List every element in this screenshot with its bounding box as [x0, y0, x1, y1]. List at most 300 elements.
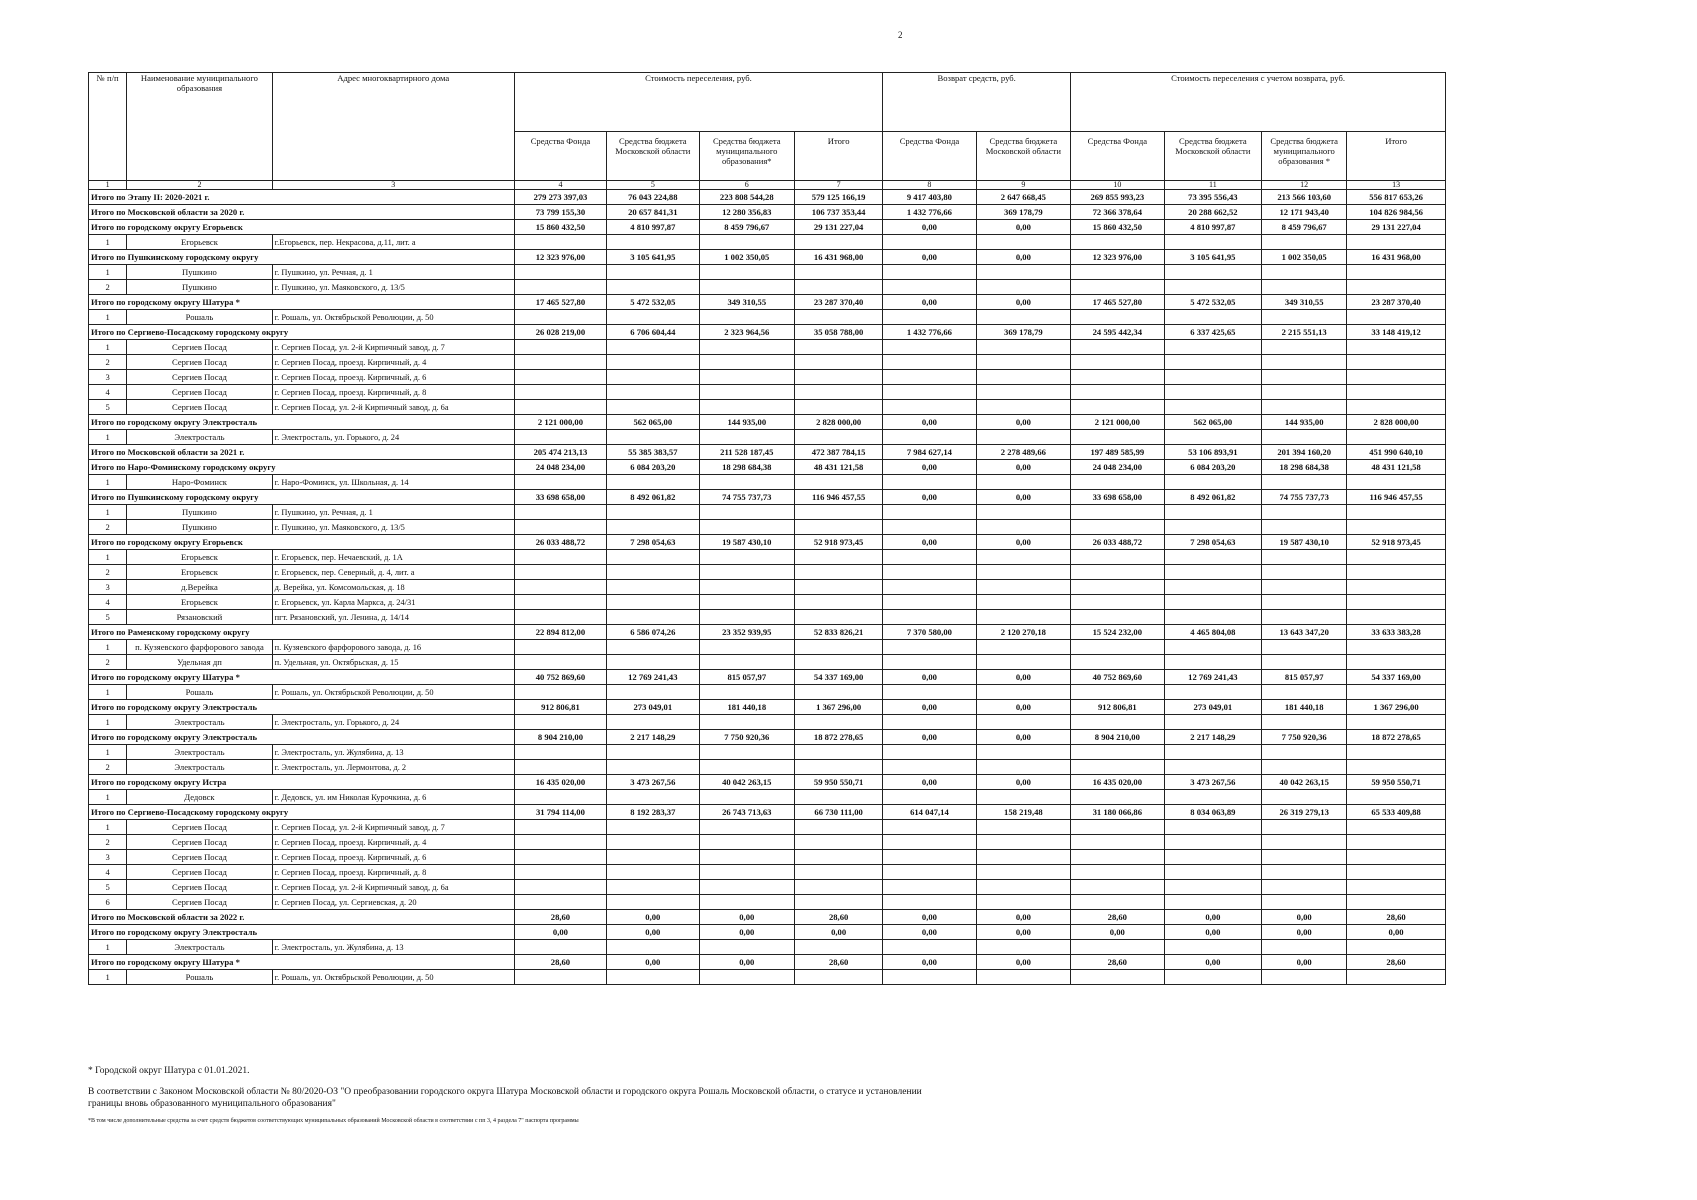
empty-amount-cell — [514, 595, 606, 610]
amount-cell: 54 337 169,00 — [795, 670, 883, 685]
empty-amount-cell — [1262, 400, 1347, 415]
empty-amount-cell — [514, 865, 606, 880]
empty-amount-cell — [699, 655, 795, 670]
row-number: 1 — [89, 790, 127, 805]
house-address: г. Рошаль, ул. Октябрьской Революции, д. 50 — [272, 685, 514, 700]
empty-amount-cell — [795, 685, 883, 700]
amount-cell: 2 647 668,45 — [976, 190, 1070, 205]
empty-amount-cell — [1347, 505, 1446, 520]
municipality-name: Сергиев Посад — [127, 370, 272, 385]
house-row — [89, 340, 1446, 355]
empty-amount-cell — [795, 880, 883, 895]
empty-amount-cell — [976, 595, 1070, 610]
empty-amount-cell — [1164, 820, 1262, 835]
empty-amount-cell — [1262, 310, 1347, 325]
total-label: Итого по Наро-Фоминскому городскому округу — [89, 460, 515, 475]
empty-amount-cell — [699, 565, 795, 580]
empty-amount-cell — [976, 370, 1070, 385]
empty-amount-cell — [1347, 640, 1446, 655]
empty-amount-cell — [514, 475, 606, 490]
empty-amount-cell — [883, 835, 976, 850]
house-address: г. Сергиев Посад, проезд. Кирпичный, д. 4 — [272, 835, 514, 850]
amount-cell: 26 033 488,72 — [514, 535, 606, 550]
empty-amount-cell — [1262, 235, 1347, 250]
empty-amount-cell — [1164, 610, 1262, 625]
empty-amount-cell — [1164, 580, 1262, 595]
empty-amount-cell — [883, 520, 976, 535]
empty-amount-cell — [883, 655, 976, 670]
empty-amount-cell — [1262, 880, 1347, 895]
amount-cell: 579 125 166,19 — [795, 190, 883, 205]
empty-amount-cell — [1347, 355, 1446, 370]
amount-cell: 40 042 263,15 — [1262, 775, 1347, 790]
empty-amount-cell — [1164, 520, 1262, 535]
amount-cell: 8 904 210,00 — [1071, 730, 1164, 745]
empty-amount-cell — [607, 400, 699, 415]
amount-cell: 0,00 — [1262, 910, 1347, 925]
empty-amount-cell — [795, 940, 883, 955]
amount-cell: 9 417 403,80 — [883, 190, 976, 205]
empty-amount-cell — [607, 565, 699, 580]
empty-amount-cell — [607, 655, 699, 670]
amount-cell: 116 946 457,55 — [1347, 490, 1446, 505]
empty-amount-cell — [795, 580, 883, 595]
empty-amount-cell — [1262, 385, 1347, 400]
total-row — [89, 805, 1446, 820]
house-row — [89, 835, 1446, 850]
amount-cell: 8 192 283,37 — [607, 805, 699, 820]
empty-amount-cell — [883, 715, 976, 730]
empty-amount-cell — [1262, 265, 1347, 280]
amount-cell: 59 950 550,71 — [1347, 775, 1446, 790]
amount-cell: 144 935,00 — [699, 415, 795, 430]
amount-cell: 614 047,14 — [883, 805, 976, 820]
empty-amount-cell — [1262, 580, 1347, 595]
amount-cell: 15 524 232,00 — [1071, 625, 1164, 640]
empty-amount-cell — [699, 745, 795, 760]
empty-amount-cell — [1071, 715, 1164, 730]
resettlement-table-wrapper — [88, 72, 1446, 985]
amount-cell: 23 352 939,95 — [699, 625, 795, 640]
column-number: 6 — [699, 181, 795, 190]
empty-amount-cell — [1071, 655, 1164, 670]
empty-amount-cell — [976, 280, 1070, 295]
amount-cell: 26 028 219,00 — [514, 325, 606, 340]
empty-amount-cell — [699, 820, 795, 835]
row-number: 1 — [89, 970, 127, 985]
empty-amount-cell — [1347, 280, 1446, 295]
amount-cell: 0,00 — [976, 910, 1070, 925]
empty-amount-cell — [1262, 685, 1347, 700]
house-address: г. Сергиев Посад, проезд. Кирпичный, д. 4 — [272, 355, 514, 370]
amount-cell: 0,00 — [976, 700, 1070, 715]
empty-amount-cell — [883, 940, 976, 955]
empty-amount-cell — [883, 385, 976, 400]
empty-amount-cell — [699, 355, 795, 370]
empty-amount-cell — [514, 940, 606, 955]
column-number: 8 — [883, 181, 976, 190]
empty-amount-cell — [607, 640, 699, 655]
empty-amount-cell — [1071, 835, 1164, 850]
total-row — [89, 490, 1446, 505]
amount-cell: 19 587 430,10 — [1262, 535, 1347, 550]
empty-amount-cell — [1347, 655, 1446, 670]
empty-amount-cell — [795, 640, 883, 655]
amount-cell: 16 435 020,00 — [514, 775, 606, 790]
empty-amount-cell — [976, 340, 1070, 355]
total-row — [89, 535, 1446, 550]
amount-cell: 6 586 074,26 — [607, 625, 699, 640]
empty-amount-cell — [514, 790, 606, 805]
amount-cell: 0,00 — [976, 220, 1070, 235]
amount-cell: 279 273 397,03 — [514, 190, 606, 205]
municipality-name: Сергиев Посад — [127, 895, 272, 910]
house-row — [89, 760, 1446, 775]
amount-cell: 28,60 — [514, 955, 606, 970]
house-row — [89, 745, 1446, 760]
municipality-name: Электросталь — [127, 940, 272, 955]
total-row — [89, 415, 1446, 430]
empty-amount-cell — [607, 430, 699, 445]
table-body — [89, 190, 1446, 985]
amount-cell: 3 473 267,56 — [607, 775, 699, 790]
municipality-name: д.Верейка — [127, 580, 272, 595]
empty-amount-cell — [1347, 715, 1446, 730]
amount-cell: 0,00 — [1164, 910, 1262, 925]
empty-amount-cell — [1347, 745, 1446, 760]
house-row — [89, 580, 1446, 595]
amount-cell: 26 033 488,72 — [1071, 535, 1164, 550]
empty-amount-cell — [883, 595, 976, 610]
empty-amount-cell — [976, 655, 1070, 670]
house-row — [89, 685, 1446, 700]
amount-cell: 8 492 061,82 — [1164, 490, 1262, 505]
empty-amount-cell — [1071, 970, 1164, 985]
empty-amount-cell — [976, 835, 1070, 850]
total-row — [89, 325, 1446, 340]
amount-cell: 0,00 — [1164, 955, 1262, 970]
row-number: 4 — [89, 385, 127, 400]
house-address: г. Электросталь, ул. Горького, д. 24 — [272, 430, 514, 445]
amount-cell: 223 808 544,28 — [699, 190, 795, 205]
house-address: г. Наро-Фоминск, ул. Школьная, д. 14 — [272, 475, 514, 490]
empty-amount-cell — [514, 655, 606, 670]
empty-amount-cell — [976, 565, 1070, 580]
amount-cell: 556 817 653,26 — [1347, 190, 1446, 205]
empty-amount-cell — [1164, 400, 1262, 415]
total-label: Итого по Московской области за 2022 г. — [89, 910, 515, 925]
row-number: 3 — [89, 580, 127, 595]
total-row — [89, 925, 1446, 940]
house-address: г. Сергиев Посад, ул. 2-й Кирпичный завод, д. 6а — [272, 880, 514, 895]
house-row — [89, 595, 1446, 610]
empty-amount-cell — [699, 280, 795, 295]
amount-cell: 0,00 — [976, 670, 1070, 685]
empty-amount-cell — [976, 580, 1070, 595]
amount-cell: 1 002 350,05 — [1262, 250, 1347, 265]
empty-amount-cell — [1262, 355, 1347, 370]
empty-amount-cell — [1164, 370, 1262, 385]
empty-amount-cell — [1071, 580, 1164, 595]
row-number: 2 — [89, 355, 127, 370]
amount-cell: 16 431 968,00 — [1347, 250, 1446, 265]
empty-amount-cell — [1262, 340, 1347, 355]
amount-cell: 201 394 160,20 — [1262, 445, 1347, 460]
empty-amount-cell — [883, 745, 976, 760]
amount-cell: 0,00 — [976, 730, 1070, 745]
empty-amount-cell — [1347, 235, 1446, 250]
amount-cell: 0,00 — [1164, 925, 1262, 940]
amount-cell: 20 657 841,31 — [607, 205, 699, 220]
empty-amount-cell — [607, 715, 699, 730]
total-row — [89, 625, 1446, 640]
empty-amount-cell — [976, 475, 1070, 490]
empty-amount-cell — [1347, 520, 1446, 535]
total-label: Итого по городскому округу Шатура * — [89, 295, 515, 310]
empty-amount-cell — [1164, 430, 1262, 445]
header-address: Адрес многоквартирного дома — [272, 73, 514, 181]
total-row — [89, 700, 1446, 715]
amount-cell: 33 633 383,28 — [1347, 625, 1446, 640]
empty-amount-cell — [883, 760, 976, 775]
amount-cell: 1 367 296,00 — [1347, 700, 1446, 715]
house-address: г. Электросталь, ул. Горького, д. 24 — [272, 715, 514, 730]
column-number: 11 — [1164, 181, 1262, 190]
empty-amount-cell — [883, 400, 976, 415]
empty-amount-cell — [976, 430, 1070, 445]
amount-cell: 33 698 658,00 — [1071, 490, 1164, 505]
house-row — [89, 865, 1446, 880]
amount-cell: 0,00 — [607, 910, 699, 925]
empty-amount-cell — [1347, 265, 1446, 280]
amount-cell: 0,00 — [883, 730, 976, 745]
header-group-return: Возврат средств, руб. — [883, 73, 1071, 132]
municipality-name: Пушкино — [127, 280, 272, 295]
empty-amount-cell — [1071, 430, 1164, 445]
amount-cell: 6 084 203,20 — [607, 460, 699, 475]
house-row — [89, 385, 1446, 400]
amount-cell: 40 042 263,15 — [699, 775, 795, 790]
amount-cell: 8 492 061,82 — [607, 490, 699, 505]
municipality-name: Рошаль — [127, 685, 272, 700]
amount-cell: 48 431 121,58 — [795, 460, 883, 475]
empty-amount-cell — [514, 565, 606, 580]
empty-amount-cell — [976, 265, 1070, 280]
empty-amount-cell — [795, 865, 883, 880]
house-address: г. Дедовск, ул. им Николая Курочкина, д. 6 — [272, 790, 514, 805]
amount-cell: 2 215 551,13 — [1262, 325, 1347, 340]
empty-amount-cell — [1164, 940, 1262, 955]
amount-cell: 181 440,18 — [1262, 700, 1347, 715]
amount-cell: 52 833 826,21 — [795, 625, 883, 640]
empty-amount-cell — [1164, 655, 1262, 670]
amount-cell: 4 810 997,87 — [607, 220, 699, 235]
amount-cell: 0,00 — [883, 490, 976, 505]
municipality-name: Электросталь — [127, 760, 272, 775]
empty-amount-cell — [1262, 520, 1347, 535]
amount-cell: 3 473 267,56 — [1164, 775, 1262, 790]
empty-amount-cell — [1071, 610, 1164, 625]
empty-amount-cell — [1164, 745, 1262, 760]
amount-cell: 24 048 234,00 — [514, 460, 606, 475]
empty-amount-cell — [1164, 235, 1262, 250]
house-address: п. Кузяевского фарфорового завода, д. 16 — [272, 640, 514, 655]
empty-amount-cell — [514, 235, 606, 250]
amount-cell: 197 489 585,99 — [1071, 445, 1164, 460]
empty-amount-cell — [1071, 505, 1164, 520]
empty-amount-cell — [883, 580, 976, 595]
empty-amount-cell — [1164, 790, 1262, 805]
house-address: г. Егорьевск, пер. Северный, д. 4, лит. а — [272, 565, 514, 580]
empty-amount-cell — [1164, 475, 1262, 490]
empty-amount-cell — [1347, 610, 1446, 625]
empty-amount-cell — [883, 430, 976, 445]
total-label: Итого по Пушкинскому городскому округу — [89, 490, 515, 505]
empty-amount-cell — [1262, 640, 1347, 655]
municipality-name: Пушкино — [127, 520, 272, 535]
empty-amount-cell — [1347, 865, 1446, 880]
amount-cell: 815 057,97 — [699, 670, 795, 685]
empty-amount-cell — [1347, 310, 1446, 325]
empty-amount-cell — [699, 505, 795, 520]
total-label: Итого по Московской области за 2020 г. — [89, 205, 515, 220]
house-row — [89, 550, 1446, 565]
house-row — [89, 970, 1446, 985]
house-address: г. Рошаль, ул. Октябрьской Революции, д. 50 — [272, 970, 514, 985]
empty-amount-cell — [1262, 940, 1347, 955]
amount-cell: 40 752 869,60 — [1071, 670, 1164, 685]
empty-amount-cell — [1071, 310, 1164, 325]
amount-cell: 18 298 684,38 — [699, 460, 795, 475]
empty-amount-cell — [976, 760, 1070, 775]
empty-amount-cell — [514, 310, 606, 325]
empty-amount-cell — [1262, 970, 1347, 985]
footnote-law: В соответствии с Законом Московской области № 80/2020-ОЗ "О преобразовании городского округа Шатура Московской области и городского округа Рошаль Московской области, о статусе и установлении границы вновь образованного муниципального образования" — [88, 1087, 922, 1109]
row-number: 1 — [89, 235, 127, 250]
amount-cell: 2 121 000,00 — [514, 415, 606, 430]
empty-amount-cell — [1071, 475, 1164, 490]
amount-cell: 73 395 556,43 — [1164, 190, 1262, 205]
empty-amount-cell — [883, 565, 976, 580]
house-row — [89, 940, 1446, 955]
empty-amount-cell — [795, 550, 883, 565]
amount-cell: 55 385 383,57 — [607, 445, 699, 460]
amount-cell: 0,00 — [976, 535, 1070, 550]
header-return-fund: Средства Фонда — [883, 132, 976, 181]
empty-amount-cell — [795, 370, 883, 385]
empty-amount-cell — [699, 610, 795, 625]
empty-amount-cell — [1347, 895, 1446, 910]
total-row — [89, 295, 1446, 310]
amount-cell: 815 057,97 — [1262, 670, 1347, 685]
row-number: 4 — [89, 865, 127, 880]
municipality-name: Пушкино — [127, 265, 272, 280]
empty-amount-cell — [699, 850, 795, 865]
amount-cell: 28,60 — [1347, 910, 1446, 925]
amount-cell: 28,60 — [1071, 955, 1164, 970]
municipality-name: Электросталь — [127, 430, 272, 445]
house-row — [89, 355, 1446, 370]
house-address: г. Электросталь, ул. Лермонтова, д. 2 — [272, 760, 514, 775]
amount-cell: 0,00 — [883, 910, 976, 925]
empty-amount-cell — [514, 685, 606, 700]
municipality-name: Сергиев Посад — [127, 340, 272, 355]
municipality-name: Егорьевск — [127, 235, 272, 250]
empty-amount-cell — [883, 505, 976, 520]
empty-amount-cell — [976, 940, 1070, 955]
empty-amount-cell — [883, 790, 976, 805]
empty-amount-cell — [1262, 505, 1347, 520]
empty-amount-cell — [795, 760, 883, 775]
total-label: Итого по городскому округу Шатура * — [89, 670, 515, 685]
row-number: 6 — [89, 895, 127, 910]
empty-amount-cell — [976, 385, 1070, 400]
empty-amount-cell — [795, 400, 883, 415]
amount-cell: 912 806,81 — [514, 700, 606, 715]
municipality-name: Егорьевск — [127, 595, 272, 610]
empty-amount-cell — [607, 595, 699, 610]
empty-amount-cell — [976, 640, 1070, 655]
municipality-name: Сергиев Посад — [127, 880, 272, 895]
empty-amount-cell — [1347, 970, 1446, 985]
empty-amount-cell — [1262, 370, 1347, 385]
empty-amount-cell — [699, 310, 795, 325]
amount-cell: 3 105 641,95 — [607, 250, 699, 265]
amount-cell: 7 370 580,00 — [883, 625, 976, 640]
empty-amount-cell — [795, 820, 883, 835]
header-group-cost: Стоимость переселения, руб. — [514, 73, 882, 132]
amount-cell: 0,00 — [883, 955, 976, 970]
amount-cell: 106 737 353,44 — [795, 205, 883, 220]
empty-amount-cell — [514, 550, 606, 565]
column-number: 13 — [1347, 181, 1446, 190]
row-number: 2 — [89, 565, 127, 580]
empty-amount-cell — [699, 475, 795, 490]
empty-amount-cell — [1262, 610, 1347, 625]
house-address: пгт. Рязановский, ул. Ленина, д. 14/14 — [272, 610, 514, 625]
amount-cell: 6 706 604,44 — [607, 325, 699, 340]
amount-cell: 28,60 — [514, 910, 606, 925]
amount-cell: 349 310,55 — [699, 295, 795, 310]
municipality-name: Электросталь — [127, 715, 272, 730]
amount-cell: 0,00 — [883, 460, 976, 475]
amount-cell: 3 105 641,95 — [1164, 250, 1262, 265]
amount-cell: 562 065,00 — [1164, 415, 1262, 430]
house-row — [89, 430, 1446, 445]
empty-amount-cell — [1347, 790, 1446, 805]
total-label: Итого по Этапу II: 2020-2021 г. — [89, 190, 515, 205]
empty-amount-cell — [1164, 505, 1262, 520]
empty-amount-cell — [795, 595, 883, 610]
empty-amount-cell — [976, 865, 1070, 880]
total-label: Итого по городскому округу Егорьевск — [89, 220, 515, 235]
amount-cell: 451 990 640,10 — [1347, 445, 1446, 460]
empty-amount-cell — [883, 685, 976, 700]
empty-amount-cell — [883, 280, 976, 295]
amount-cell: 0,00 — [607, 955, 699, 970]
amount-cell: 28,60 — [1071, 910, 1164, 925]
empty-amount-cell — [699, 520, 795, 535]
empty-amount-cell — [976, 685, 1070, 700]
house-address: г. Электросталь, ул. Жулябина, д. 13 — [272, 745, 514, 760]
amount-cell: 0,00 — [976, 925, 1070, 940]
empty-amount-cell — [795, 970, 883, 985]
total-label: Итого по городскому округу Электросталь — [89, 700, 515, 715]
empty-amount-cell — [795, 895, 883, 910]
empty-amount-cell — [1347, 685, 1446, 700]
row-number: 1 — [89, 505, 127, 520]
amount-cell: 0,00 — [883, 700, 976, 715]
